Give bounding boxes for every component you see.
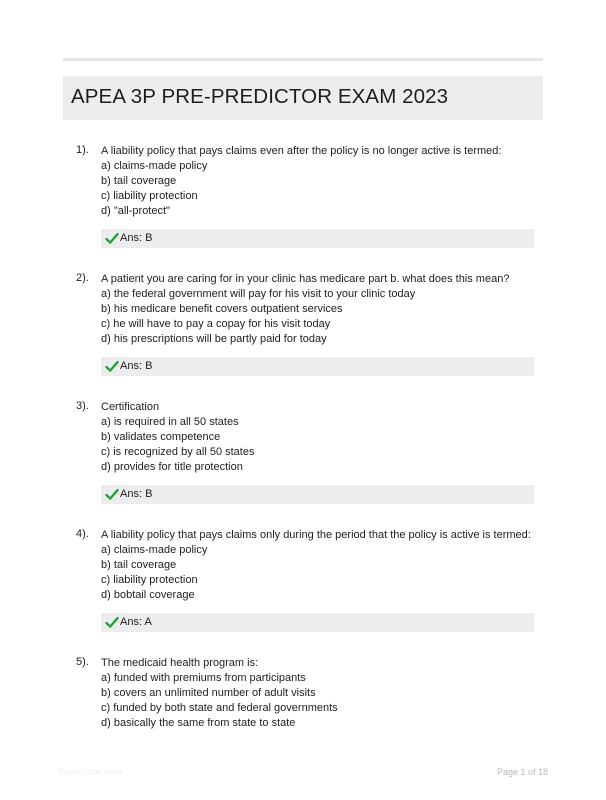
answer-option: b) tail coverage [101,175,177,187]
question-number: 4). [76,528,89,540]
answer-option: a) claims-made policy [101,544,208,556]
checkmark-icon [105,488,119,501]
answer-option: b) validates competence [101,431,221,443]
answer-option: c) he will have to pay a copay for his visit today [101,318,331,330]
answer-option: a) claims-made policy [101,160,208,172]
answer-option: a) funded with premiums from participants [101,672,306,684]
answer-option: b) covers an unlimited number of adult visits [101,687,316,699]
checkmark-icon [105,232,119,245]
answer-option: a) the federal government will pay for his visit to your clinic today [101,288,416,300]
answer-option: c) liability protection [101,574,198,586]
answer-key: Ans: B [120,360,153,372]
question-number: 5). [76,656,89,668]
answer-option: d) basically the same from state to state [101,717,296,729]
checkmark-icon [105,616,119,629]
question-stem: A patient you are caring for in your clinic has medicare part b. what does this mean? [101,273,510,285]
answer-option: a) is required in all 50 states [101,416,239,428]
answer-option: d) his prescriptions will be partly paid for today [101,333,327,345]
answer-key-band [101,357,534,376]
answer-option: b) tail coverage [101,559,177,571]
answer-key: Ans: B [120,232,153,244]
answer-option: d) bobtail coverage [101,589,195,601]
question-number: 2). [76,272,89,284]
checkmark-icon [105,360,119,373]
question-stem: The medicaid health program is: [101,657,259,669]
question-stem: A liability policy that pays claims only during the period that the policy is active is termed: [101,529,531,541]
answer-key: Ans: A [120,616,152,628]
title-banner [63,76,543,120]
question-body [101,400,541,475]
answer-key-band [101,613,534,632]
top-divider [63,58,543,61]
question-stem: A liability policy that pays claims even after the policy is no longer active is termed: [101,145,502,157]
question-number: 1). [76,144,89,156]
answer-key-band [101,229,534,248]
answer-key: Ans: B [120,488,153,500]
question-body [101,144,541,219]
answer-option: c) liability protection [101,190,198,202]
page-indicator: Page 1 of 18 [497,767,549,777]
footer-watermark: PaperStoic.com [58,767,122,777]
answer-option: d) "all-protect" [101,205,170,217]
answer-option: b) his medicare benefit covers outpatient services [101,303,343,315]
answer-option: c) funded by both state and federal governments [101,702,338,714]
question-body [101,272,541,347]
answer-option: c) is recognized by all 50 states [101,446,255,458]
answer-option: d) provides for title protection [101,461,243,473]
answer-key-band [101,485,534,504]
question-body [101,528,541,603]
question-stem: Certification [101,401,160,413]
question-number: 3). [76,400,89,412]
document-title: APEA 3P PRE-PREDICTOR EXAM 2023 [71,85,449,108]
question-body [101,656,541,731]
